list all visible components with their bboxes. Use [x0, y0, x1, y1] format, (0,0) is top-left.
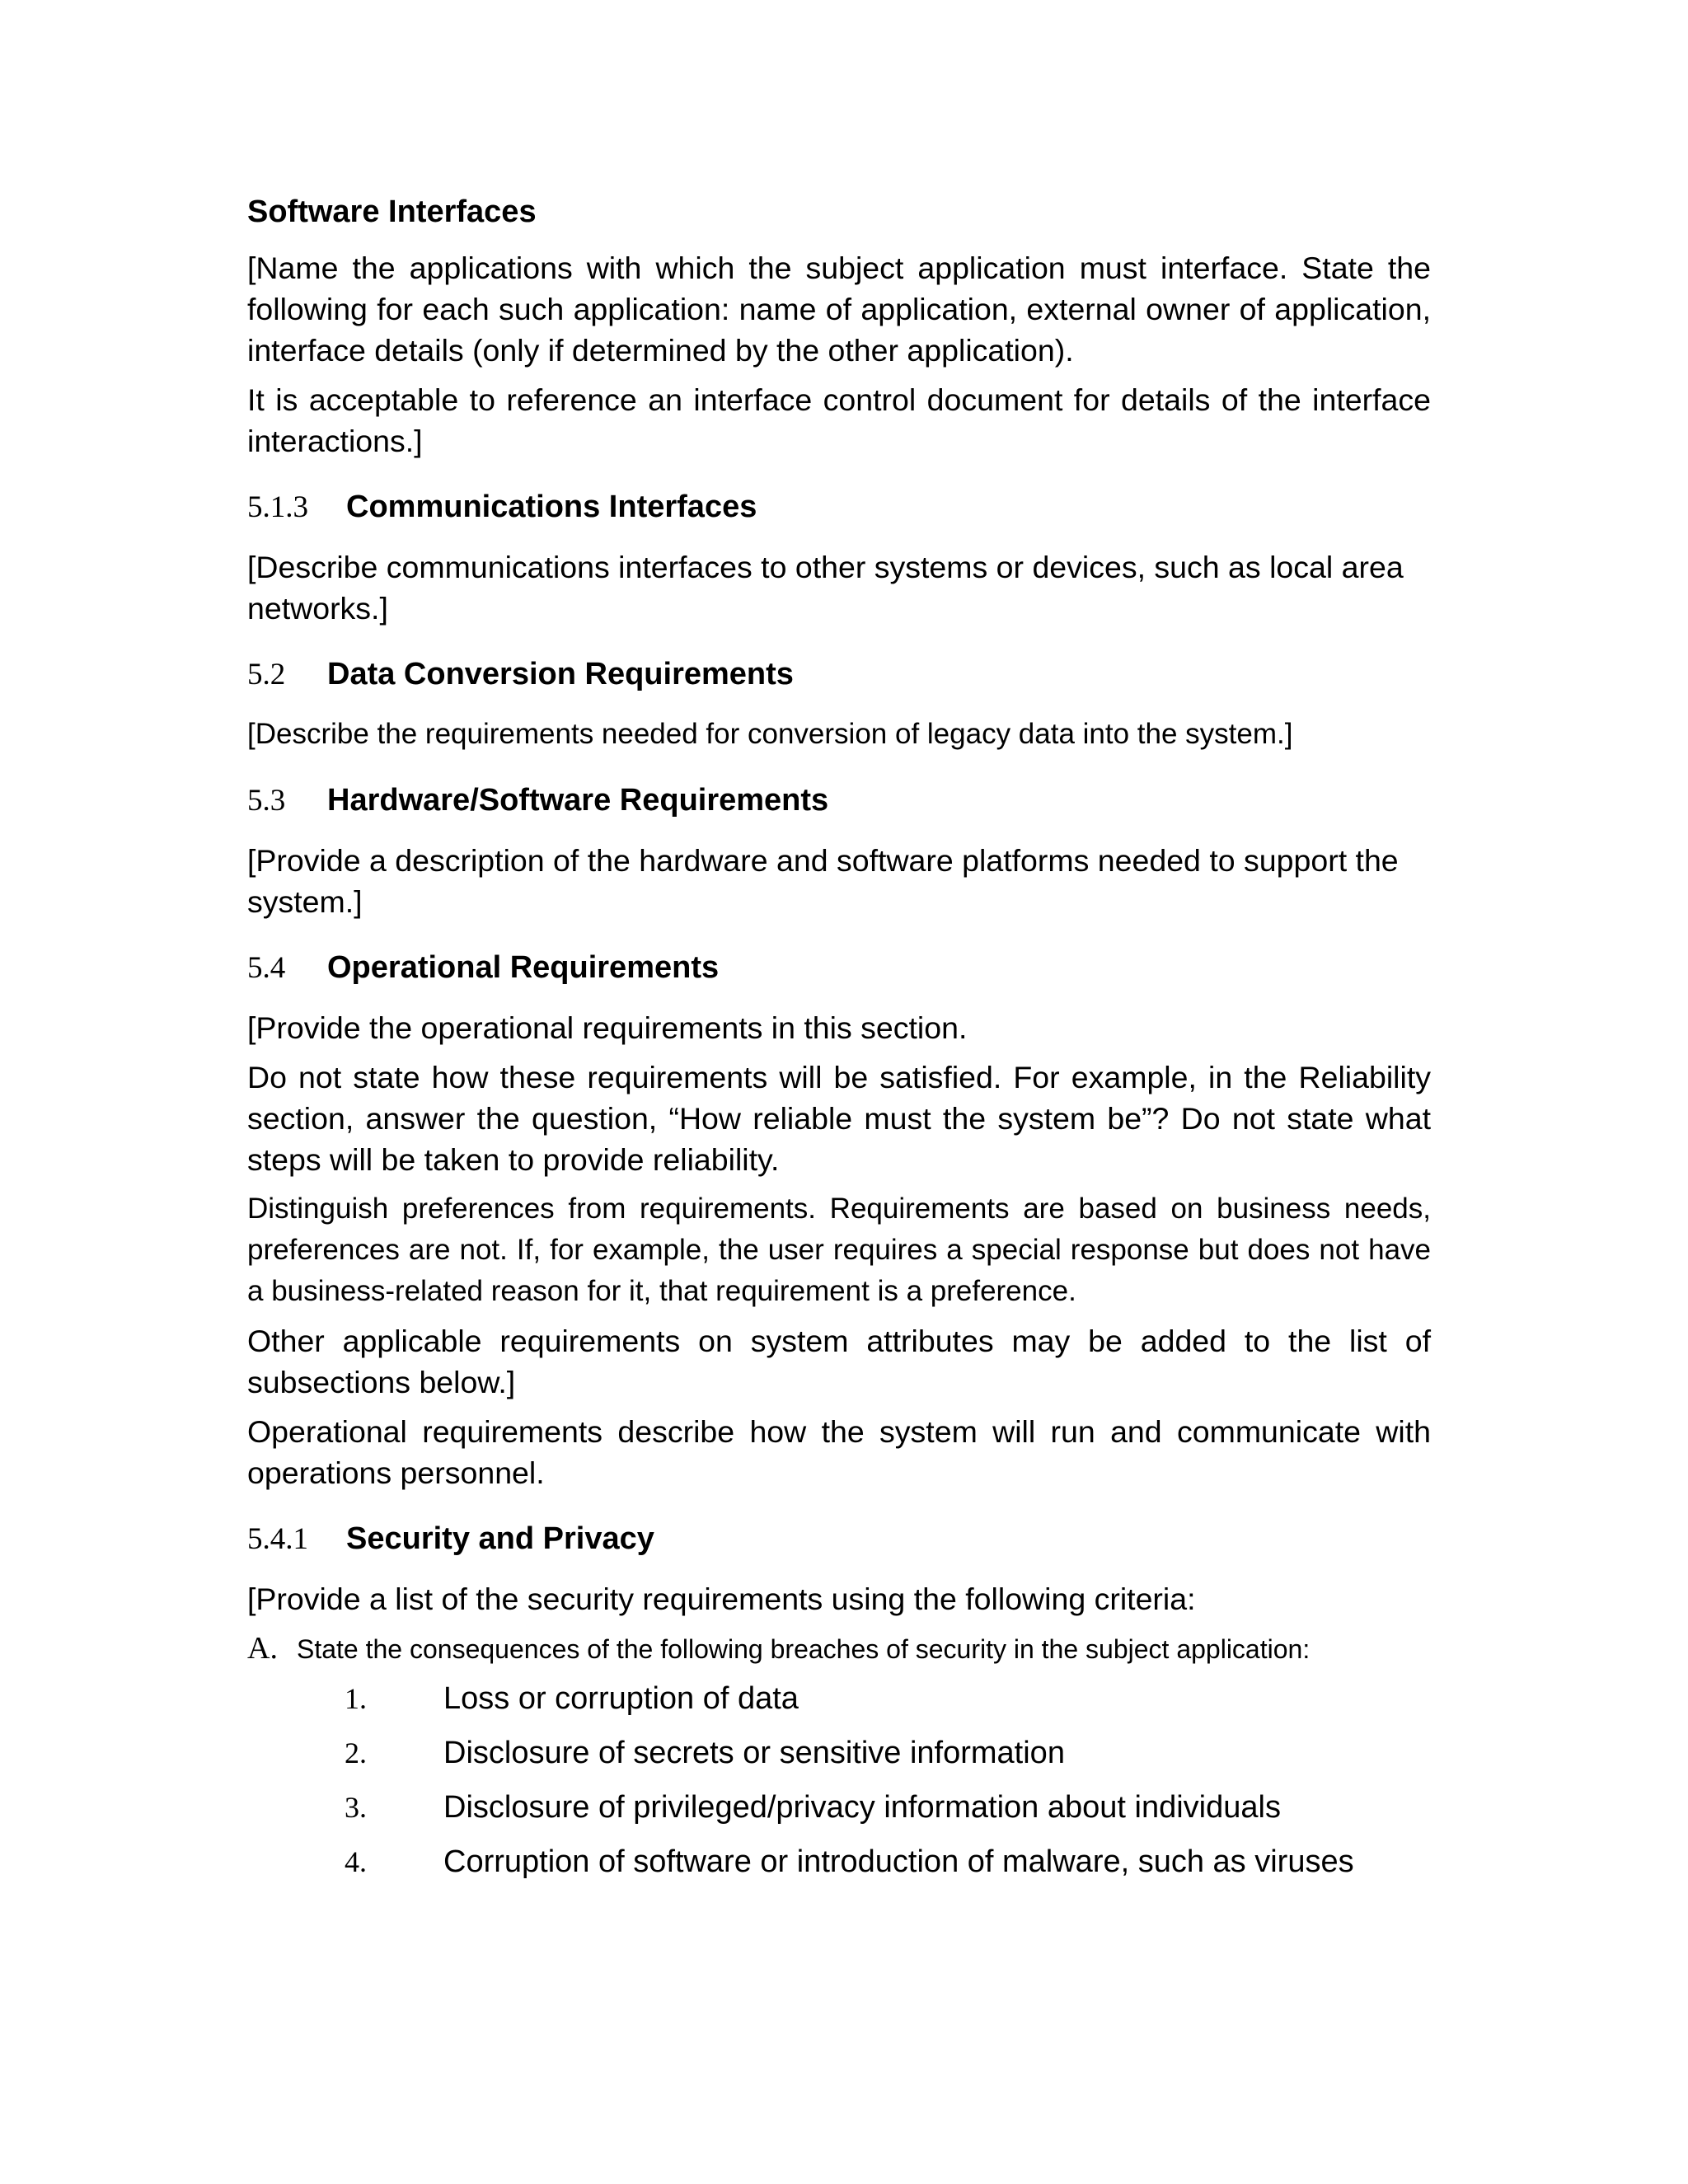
list-item	[345, 1841, 1431, 1882]
security-paragraph: [Provide a list of the security requirements using the following criteria:	[247, 1582, 1196, 1616]
comm-interfaces-paragraph: [Describe communications interfaces to other systems or devices, such as local area networks.]	[247, 550, 1404, 626]
operational-paragraph-5: Operational requirements describe how the system will run and communicate with operations personnel.	[247, 1414, 1431, 1490]
breach-list	[345, 1678, 1431, 1882]
section-title: Security and Privacy	[346, 1521, 654, 1556]
list-item-number: 1.	[345, 1682, 367, 1715]
section-heading-5-1-3	[247, 486, 1431, 528]
section-number: 5.2	[247, 658, 286, 691]
operational-paragraph-3: Distinguish preferences from requirements. Requirements are based on business needs, preferences are not. If, for example, the user requires a special response but does not have a business-related reason for it, that requirement is a preference.	[247, 1193, 1431, 1307]
section-number: 5.4.1	[247, 1522, 308, 1556]
section-heading-5-3	[247, 780, 1431, 822]
list-item-text: Loss or corruption of data	[443, 1681, 799, 1716]
section-heading-5-4	[247, 947, 1431, 989]
document-body	[247, 191, 1431, 1896]
operational-paragraph-2: Do not state how these requirements will be satisfied. For example, in the Reliability section, answer the question, “How reliable must the system be”? Do not state what steps will be taken to provide reliability.	[247, 1060, 1431, 1177]
list-item	[345, 1732, 1431, 1774]
section-title: Operational Requirements	[327, 950, 720, 985]
section-number: 5.1.3	[247, 490, 308, 524]
software-interfaces-paragraph-2: It is acceptable to reference an interface control document for details of the interface interactions.]	[247, 382, 1431, 458]
data-conversion-paragraph: [Describe the requirements needed for conversion of legacy data into the system.]	[247, 718, 1293, 750]
software-interfaces-paragraph-1: [Name the applications with which the subject application must interface. State the following for each such application: name of application, external owner of application, interface details (only if determined by the other application).	[247, 251, 1431, 368]
software-interfaces-heading: Software Interfaces	[247, 194, 537, 229]
section-title: Data Conversion Requirements	[327, 657, 794, 691]
list-item	[345, 1678, 1431, 1719]
hw-sw-paragraph: [Provide a description of the hardware and software platforms needed to support the system.]	[247, 843, 1399, 919]
operational-paragraph-4: Other applicable requirements on system attributes may be added to the list of subsections below.]	[247, 1324, 1431, 1399]
section-title: Hardware/Software Requirements	[327, 783, 829, 818]
section-title: Communications Interfaces	[346, 490, 757, 524]
list-item-text: Disclosure of privileged/privacy information about individuals	[443, 1790, 1281, 1825]
list-item	[345, 1787, 1431, 1828]
list-item-number: 2.	[345, 1736, 367, 1769]
list-item-label: A.	[247, 1631, 278, 1666]
list-item-number: 4.	[345, 1845, 367, 1878]
section-number: 5.3	[247, 784, 286, 818]
list-item	[247, 1628, 1431, 1670]
list-item-text: Corruption of software or introduction of malware, such as viruses	[443, 1844, 1354, 1879]
list-item-text: State the consequences of the following breaches of security in the subject application:	[297, 1634, 1311, 1664]
list-item-text: Disclosure of secrets or sensitive information	[443, 1736, 1065, 1770]
operational-paragraph-1: [Provide the operational requirements in this section.	[247, 1010, 968, 1045]
list-item-number: 3.	[345, 1791, 367, 1824]
section-heading-5-4-1	[247, 1518, 1431, 1560]
section-heading-5-2	[247, 654, 1431, 696]
section-number: 5.4	[247, 951, 286, 985]
